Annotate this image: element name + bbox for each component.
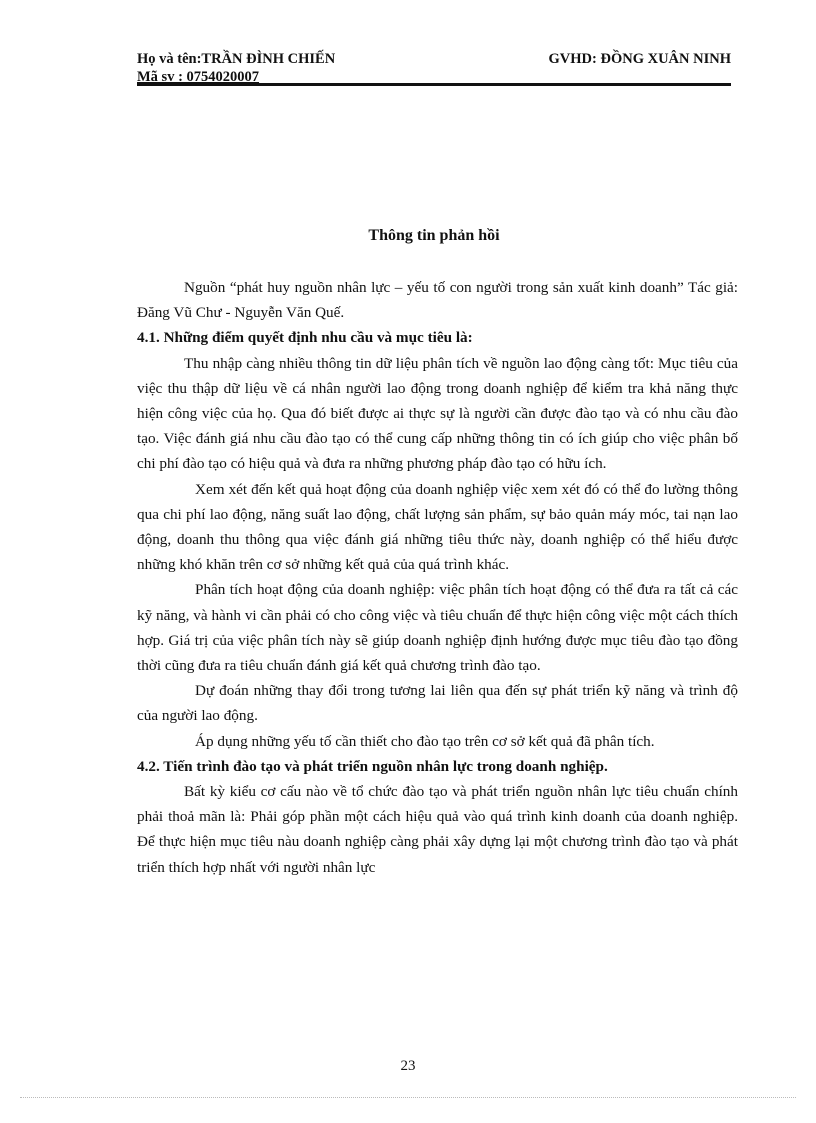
paragraph-apply: Áp dụng những yếu tố cần thiết cho đào tạo trên cơ sở kết quả đã phân tích. (195, 732, 655, 750)
page-number: 23 (400, 1058, 416, 1074)
heading-4-2: 4.2. Tiến trình đào tạo và phát triển nguồn nhân lực trong doanh nghiệp. (137, 757, 608, 775)
paragraph-data-collection: Thu nhập càng nhiều thông tin dữ liệu phân tích về nguồn lao động càng tốt: Mục tiêu của việc thu thập dữ liệu về cá nhân người lao động trong doanh nghiệp để kiểm tra khả năng thực hiện công việc của họ. Qua đó biết được ai thực sự là người cần được đào tạo và có nhu cầu đào tạo. Việc đánh giá nhu cầu đào tạo có thể cung cấp những thông tin có ích giúp cho việc phân bố chi phí đào tạo có hiệu quả và đưa ra những phương pháp đào tạo có hữu ích. (137, 354, 738, 473)
student-id: Mã sv : 0754020007 (137, 69, 260, 85)
advisor-name: GVHD: ĐỒNG XUÂN NINH (548, 51, 731, 67)
page-bottom-border (20, 1097, 796, 1098)
paragraph-process: Bất kỳ kiểu cơ cấu nào về tổ chức đào tạo và phát triển nguồn nhân lực tiêu chuẩn chính phải thoả mãn là: Phải góp phần một cách hiệu quả vào quá trình kinh doanh của doanh nghiệp. Để thực hiện mục tiêu nàu doanh nghiệp càng phải xây dựng lại một chương trình đào tạo và phát triển thích hợp nhất với người nhân lực (137, 783, 738, 876)
document-body (137, 275, 738, 880)
section-title: Thông tin phản hồi (368, 227, 500, 244)
source-paragraph: Nguồn “phát huy nguồn nhân lực – yếu tố con người trong sản xuất kinh doanh” Tác giả: Đăng Vũ Chư - Nguyễn Văn Quế. (137, 279, 738, 322)
page-header (137, 50, 731, 86)
paragraph-business-results: Xem xét đến kết quả hoạt động của doanh nghiệp việc xem xét đó có thể đo lường thông qua chi phí lao động, năng suất lao động, chất lượng sản phẩm, sự bảo quản máy móc, tai nạn lao động, doanh thu thông qua việc đánh giá những tiêu thức này, doanh nghiệp có thể hiểu được những khó khăn trên cơ sở những kết quả của quá trình khác. (137, 480, 738, 574)
paragraph-activity-analysis: Phân tích hoạt động của doanh nghiệp: việc phân tích hoạt động có thể đưa ra tất cả các kỹ năng, và hành vi cần phải có cho công việc và tiêu chuẩn để thực hiện công việc một cách thích hợp. Giá trị của việc phân tích này sẽ giúp doanh nghiệp định hướng được mục tiêu đào tạo đồng thời cũng đưa ra tiêu chuẩn đánh giá kết quả chương trình đào tạo. (137, 581, 738, 675)
heading-4-1: 4.1. Những điểm quyết định nhu cầu và mục tiêu là: (137, 329, 473, 347)
student-name: Họ và tên:TRẦN ĐÌNH CHIẾN (137, 51, 336, 67)
header-row (137, 50, 731, 68)
paragraph-forecast: Dự đoán những thay đổi trong tương lai liên qua đến sự phát triển kỹ năng và trình độ của người lao động. (137, 682, 738, 725)
header-rule (137, 83, 731, 86)
